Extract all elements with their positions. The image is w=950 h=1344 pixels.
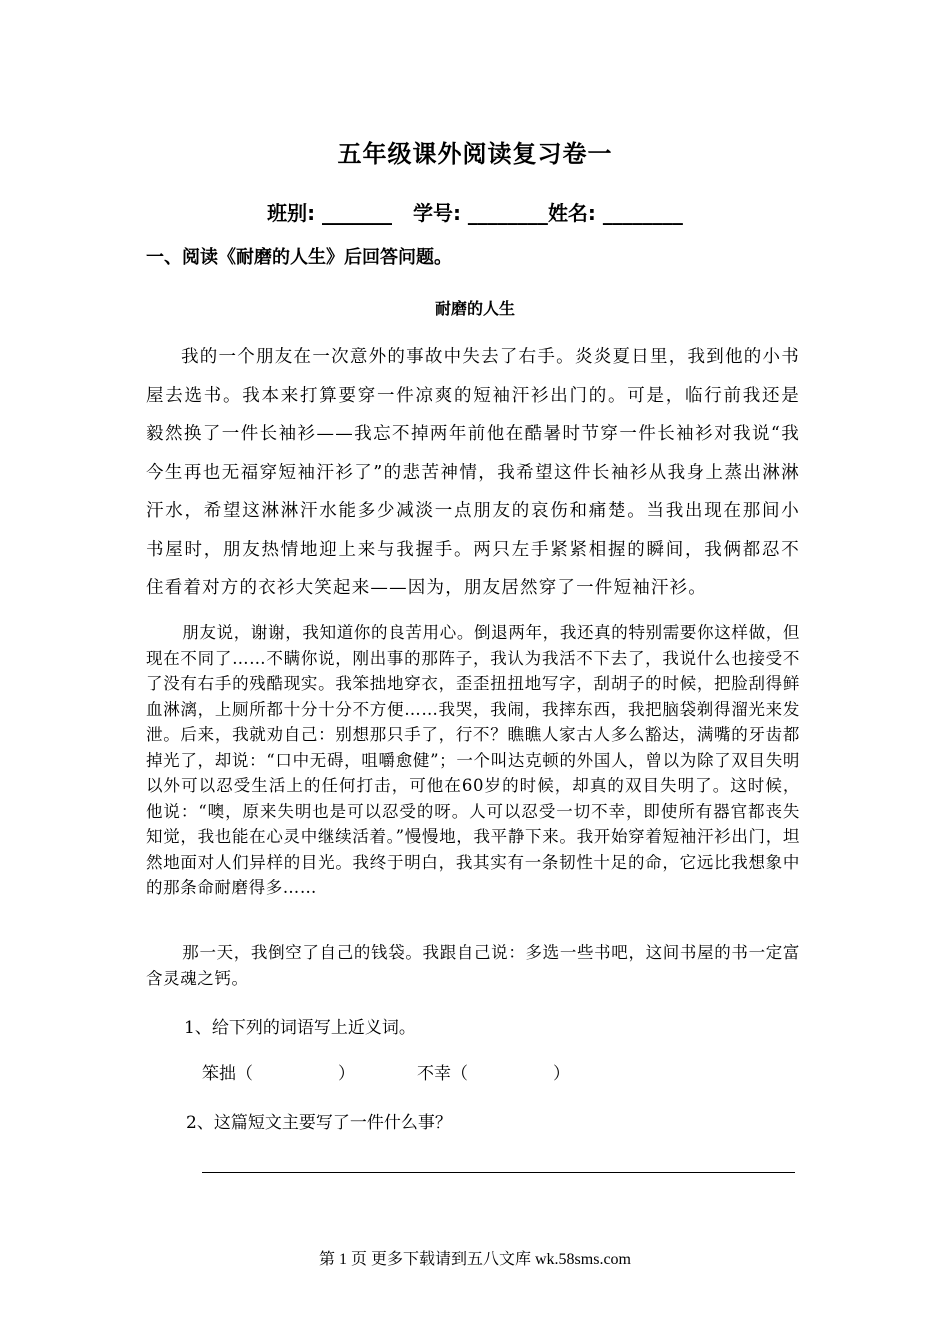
section-heading: 一、阅读《耐磨的人生》后回答问题。 xyxy=(146,247,452,268)
synonym-item[interactable]: 不幸（ ） xyxy=(417,1064,570,1084)
page-title: 五年级课外阅读复习卷一 xyxy=(337,140,613,168)
class-label: 班别: xyxy=(267,201,316,225)
question-2: 2、这篇短文主要写了一件什么事？ xyxy=(186,1113,452,1133)
question-1: 1、给下列的词语写上近义词。 xyxy=(184,1018,416,1038)
essay-paragraph-2: 朋友说，谢谢，我知道你的良苦用心。倒退两年，我还真的特别需要你这样做，但现在不同了……不瞒你说，刚出事的那阵子，我认为我活不下去了，我说什么也接受不了没有右手的残酷现实。我笨拙地穿衣，歪歪扭扭地写字，刮胡子的时候，把脸刮得鲜血淋漓，上厕所都十分十分不方便……我哭，我闹，我摔东西，我把脑袋剃得溜光来发泄。后来，我就劝自己：别想那只手了，行不？瞧瞧人家古人多么豁达，满嘴的牙齿都掉光了，却说：“口中无碍，咀嚼愈健”；一个叫达克顿的外国人，曾以为除了双目失明以外可以忍受生活上的任何打击，可他在60岁的时候，却真的双目失明了。这时候，他说：“噢，原来失明也是可以忍受的呀。人可以忍受一切不幸，即使所有器官都丧失知觉，我也能在心灵中继续活着。”慢慢地，我平静下来。我开始穿着短袖汗衫出门，坦然地面对人们异样的目光。我终于明白，我其实有一条韧性十足的命，它远比我想象中的那条命耐磨得多…… xyxy=(146,623,800,897)
synonym-row xyxy=(202,1059,570,1084)
student-info-line xyxy=(0,197,950,226)
number-blank: ________ xyxy=(460,201,548,225)
page-footer: 第 1 页 更多下载请到五八文库 wk.58sms.com xyxy=(318,1251,631,1268)
number-label: 学号: xyxy=(412,201,461,225)
essay-paragraph-3: 那一天，我倒空了自己的钱袋。我跟自己说：多选一些书吧，这间书屋的书一定富含灵魂之钙。 xyxy=(146,943,800,988)
name-label: 姓名: xyxy=(547,201,596,225)
synonym-item[interactable]: 笨拙（ ） xyxy=(202,1064,355,1084)
answer-line[interactable] xyxy=(202,1172,795,1173)
name-blank: ________ xyxy=(595,201,683,225)
essay-paragraph-1: 我的一个朋友在一次意外的事故中失去了右手。炎炎夏日里，我到他的小书屋去选书。我本来打算要穿一件凉爽的短袖汗衫出门的。可是，临行前我还是毅然换了一件长袖衫——我忘不掉两年前他在酷暑时节穿一件长袖衫对我说“我今生再也无福穿短袖汗衫了”的悲苦神情，我希望这件长袖衫从我身上蒸出淋淋汗水，希望这淋淋汗水能多少减淡一点朋友的哀伤和痛楚。当我出现在那间小书屋时，朋友热情地迎上来与我握手。两只左手紧紧相握的瞬间，我俩都忍不住看着对方的衣衫大笑起来——因为，朋友居然穿了一件短袖汗衫。 xyxy=(146,347,800,598)
essay-title: 耐磨的人生 xyxy=(434,299,515,318)
class-blank: _______ xyxy=(315,201,400,225)
